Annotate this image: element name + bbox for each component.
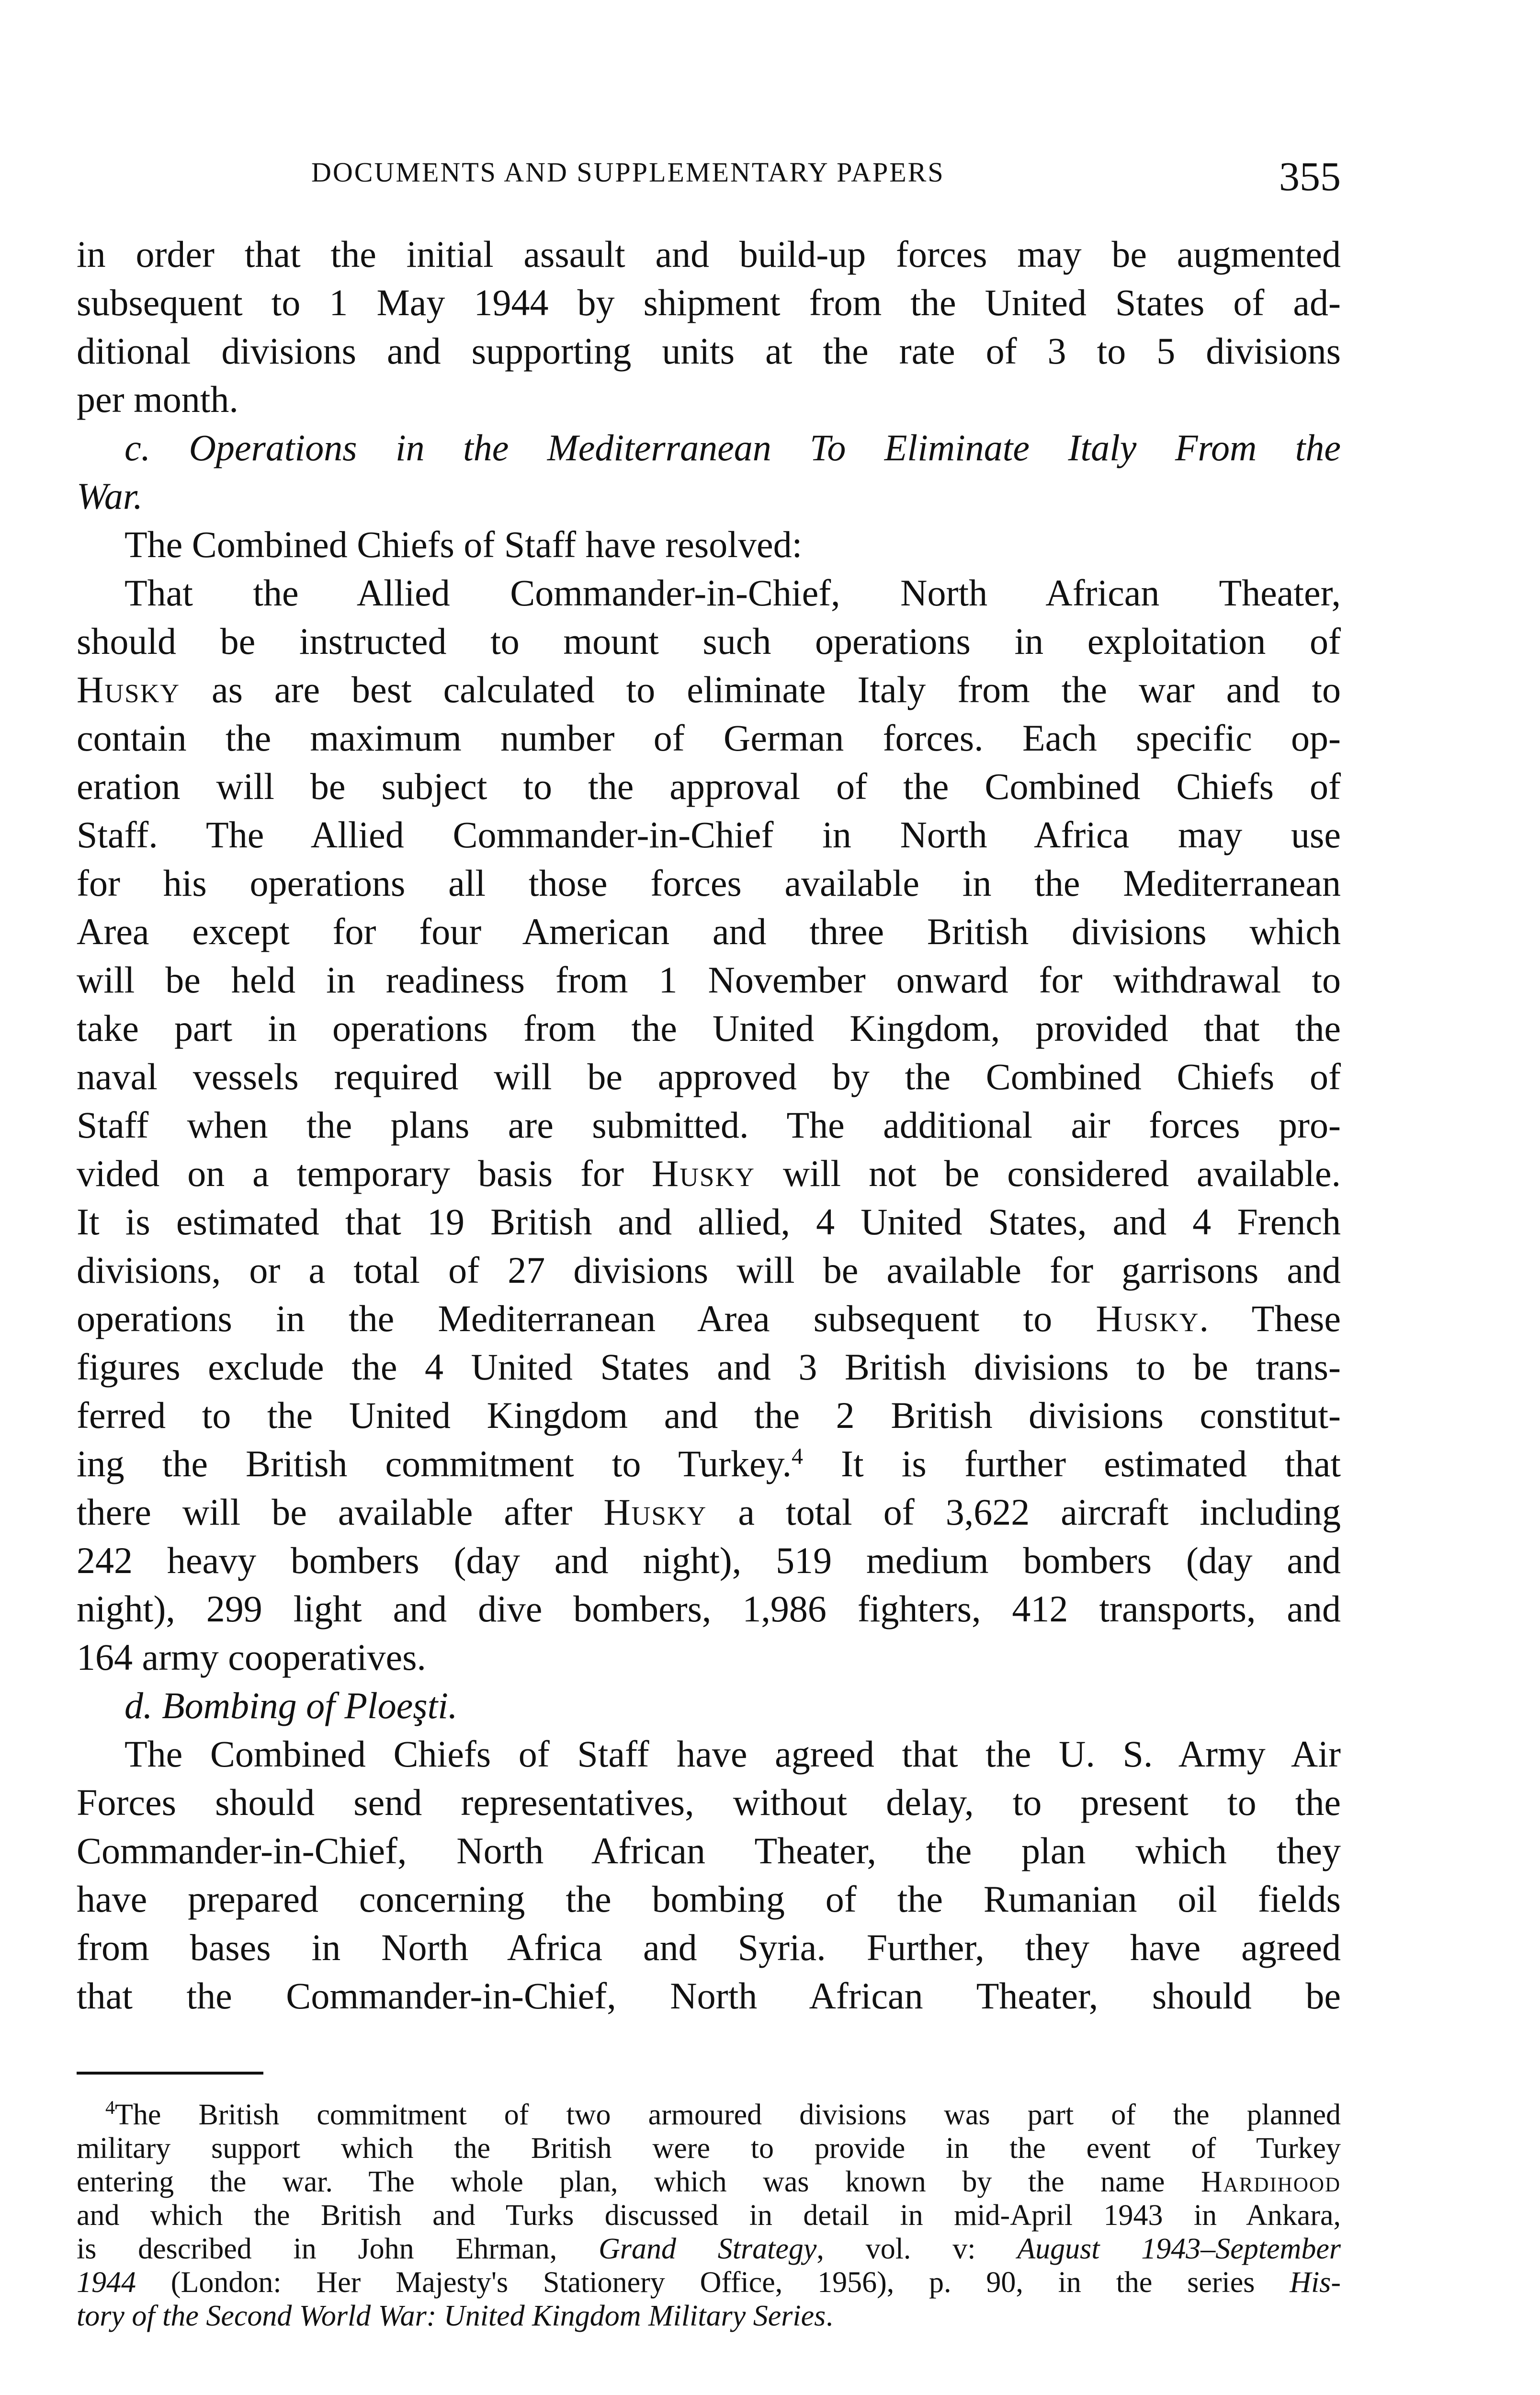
page-number: 355 bbox=[1279, 153, 1341, 199]
paragraph-line bbox=[77, 1149, 1341, 1198]
paragraph-line: figures exclude the 4 United States and 3 British divisions to be trans- bbox=[77, 1346, 1341, 1388]
text-run: . These bbox=[1199, 1298, 1341, 1339]
text-run: The British commitment of two armoured divisions was part of the planned bbox=[115, 2098, 1341, 2131]
paragraph-line: in order that the initial assault and build-up forces may be augmented bbox=[77, 233, 1341, 275]
running-head bbox=[77, 152, 1341, 205]
paragraph-line bbox=[77, 1488, 1341, 1536]
footnote bbox=[77, 2098, 1341, 2333]
paragraph-line: will be held in readiness from 1 November onward for withdrawal to bbox=[77, 959, 1341, 1001]
series-title: tory of the Second World War: United Kingdom Military Series bbox=[77, 2300, 826, 2332]
text-run: ing the British commitment to Turkey. bbox=[77, 1443, 792, 1484]
paragraph-line: Staff when the plans are submitted. The additional air forces pro- bbox=[77, 1104, 1341, 1146]
heading-prefix: d. bbox=[125, 1685, 162, 1726]
paragraph-line: ferred to the United Kingdom and the 2 British divisions constitut- bbox=[77, 1394, 1341, 1436]
footnote-line bbox=[77, 2165, 1341, 2199]
paragraph-line: eration will be subject to the approval of the Combined Chiefs of bbox=[77, 765, 1341, 807]
paragraph-line: should be instructed to mount such operations in exploitation of bbox=[77, 620, 1341, 662]
paragraph-line: for his operations all those forces available in the Mediterranean bbox=[77, 862, 1341, 904]
section-heading-c-cont: War. bbox=[77, 475, 143, 517]
footnote-line: and which the British and Turks discussed in detail in mid-April 1943 in Ankara, bbox=[77, 2199, 1341, 2232]
heading-text: Operations in the Mediterranean To Eliminate Italy From the bbox=[189, 427, 1341, 468]
footnote-marker: 4 bbox=[105, 2097, 115, 2118]
footnote-line: military support which the British were to provide in the event of Turkey bbox=[77, 2132, 1341, 2165]
paragraph-line: contain the maximum number of German forces. Each specific op- bbox=[77, 717, 1341, 759]
text-run: a total of 3,622 aircraft including bbox=[707, 1491, 1341, 1533]
volume-title: August 1943–September bbox=[1017, 2233, 1341, 2265]
paragraph-line: night), 299 light and dive bombers, 1,986 fighters, 412 transports, and bbox=[77, 1588, 1341, 1630]
heading-prefix: c. bbox=[125, 427, 189, 468]
paragraph-line: from bases in North Africa and Syria. Further, they have agreed bbox=[77, 1927, 1341, 1968]
text-run: , vol. v: bbox=[816, 2233, 1018, 2265]
paragraph-line: Area except for four American and three British divisions which bbox=[77, 911, 1341, 952]
footnote-line bbox=[77, 2232, 1341, 2266]
section-heading-c bbox=[77, 423, 1341, 472]
paragraph-line: The Combined Chiefs of Staff have agreed that the U. S. Army Air bbox=[125, 1733, 1341, 1775]
text-run: entering the war. The whole plan, which was known by the name bbox=[77, 2166, 1201, 2198]
text-run: operations in the Mediterranean Area subsequent to bbox=[77, 1298, 1096, 1339]
paragraph-line: have prepared concerning the bombing of the Rumanian oil fields bbox=[77, 1878, 1341, 1920]
code-name: Husky bbox=[603, 1491, 707, 1533]
code-name: Husky bbox=[1096, 1298, 1200, 1339]
paragraph-line bbox=[77, 665, 1341, 714]
text-run: (London: Her Majesty's Stationery Office, 1956), p. 90, in the series bbox=[136, 2266, 1290, 2299]
text-run: as are best calculated to eliminate Italy from the war and to bbox=[180, 669, 1341, 710]
paragraph-line: The Combined Chiefs of Staff have resolved: bbox=[125, 524, 803, 565]
code-name: Husky bbox=[77, 669, 181, 710]
paragraph-line: divisions, or a total of 27 divisions will be available for garrisons and bbox=[77, 1249, 1341, 1291]
text-run: there will be available after bbox=[77, 1491, 604, 1533]
paragraph-line: Forces should send representatives, without delay, to present to the bbox=[77, 1781, 1341, 1823]
text-run: will not be considered available. bbox=[755, 1152, 1341, 1194]
paragraph-line: That the Allied Commander-in-Chief, North African Theater, bbox=[125, 572, 1341, 614]
paragraph-line: Commander-in-Chief, North African Theater, the plan which they bbox=[77, 1830, 1341, 1871]
paragraph-line: 242 heavy bombers (day and night), 519 medium bombers (day and bbox=[77, 1540, 1341, 1581]
paragraph-line bbox=[77, 1294, 1341, 1343]
text-run: vided on a temporary basis for bbox=[77, 1152, 652, 1194]
volume-title: 1944 bbox=[77, 2266, 136, 2299]
paragraph-line: Staff. The Allied Commander-in-Chief in North Africa may use bbox=[77, 814, 1341, 855]
footnote-reference[interactable]: 4 bbox=[792, 1444, 804, 1469]
paragraph-line: ditional divisions and supporting units at the rate of 3 to 5 divisions bbox=[77, 330, 1341, 372]
footnote-line bbox=[77, 2098, 1341, 2132]
paragraph-line: that the Commander-in-Chief, North African Theater, should be bbox=[77, 1975, 1341, 2017]
paragraph-line: take part in operations from the United Kingdom, provided that the bbox=[77, 1007, 1341, 1049]
paragraph-line: per month. bbox=[77, 378, 238, 420]
code-name: Hardihood bbox=[1200, 2166, 1341, 2198]
paragraph-line: subsequent to 1 May 1944 by shipment from the United States of ad- bbox=[77, 282, 1341, 323]
footnote-line bbox=[77, 2299, 1341, 2333]
text-run: It is further estimated that bbox=[803, 1443, 1341, 1484]
book-title: Grand Strategy bbox=[599, 2233, 817, 2265]
section-heading-d bbox=[77, 1681, 1341, 1730]
paragraph-line: naval vessels required will be approved by the Combined Chiefs of bbox=[77, 1056, 1341, 1097]
footnote-divider bbox=[77, 2072, 263, 2075]
text-run: is described in John Ehrman, bbox=[77, 2233, 599, 2265]
paragraph-line: It is estimated that 19 British and allied, 4 United States, and 4 French bbox=[77, 1201, 1341, 1243]
paragraph-line: 164 army cooperatives. bbox=[77, 1636, 426, 1678]
footnote-line bbox=[77, 2266, 1341, 2299]
series-title: His- bbox=[1290, 2266, 1341, 2299]
paragraph-line bbox=[77, 1439, 1341, 1488]
heading-text: Bombing of Ploeşti. bbox=[162, 1685, 458, 1726]
running-title: DOCUMENTS AND SUPPLEMENTARY PAPERS bbox=[311, 157, 945, 188]
text-run: . bbox=[826, 2300, 833, 2332]
body-text bbox=[77, 230, 1341, 2020]
code-name: Husky bbox=[651, 1152, 755, 1194]
